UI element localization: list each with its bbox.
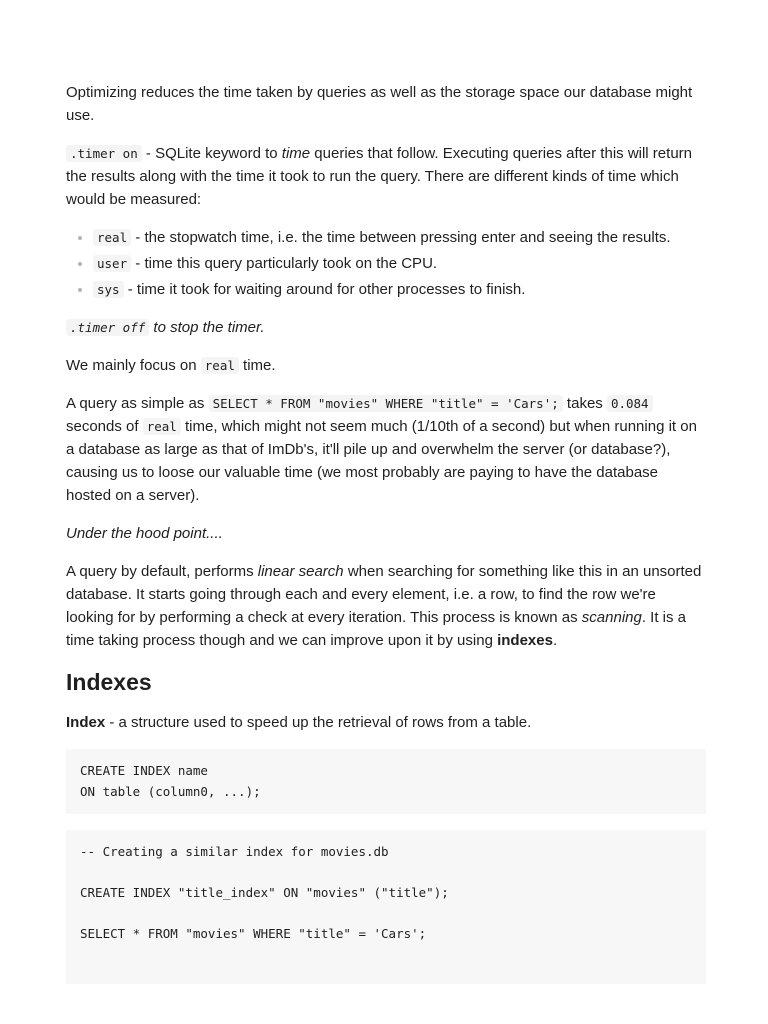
query-paragraph: A query as simple as SELECT * FROM "movies" WHERE "title" = 'Cars'; takes 0.084 seconds of real time, which might not seem much (1/10th of a second) but when running it on a database as large as that of ImDb's, it'll pile up and overwhelm the server (or database?), causing us to loose our valuable time (we most probably are paying to have the database hosted on a server). <box>66 395 697 504</box>
linear-search-paragraph: A query by default, performs linear search when searching for something like this in an unsorted database. It starts going through each and every element, i.e. a row, to find the row we're looking for by performing a check at every iteration. This process is known as scanning. It is a time taking process though and we can improve upon it by using indexes. <box>66 563 702 649</box>
inline-code: real <box>201 357 239 374</box>
intro-paragraph: Optimizing reduces the time taken by queries as well as the storage space our database might use. <box>66 84 693 124</box>
inline-code: user <box>93 255 131 272</box>
inline-code: sys <box>93 281 124 298</box>
timer-on-paragraph: .timer on - SQLite keyword to time queries that follow. Executing queries after this will return the results along with the time it took to run the query. There are different kinds of time which would be measured: <box>66 145 692 208</box>
timer-off-paragraph: .timer off to stop the timer. <box>66 316 706 339</box>
inline-code: 0.084 <box>607 395 653 412</box>
list-item: • real - the stopwatch time, i.e. the time between pressing enter and seeing the results. <box>93 226 706 249</box>
index-definition: Index - a structure used to speed up the retrieval of rows from a table. <box>66 714 532 731</box>
list-item: • sys - time it took for waiting around for other processes to finish. <box>93 278 706 301</box>
inline-code: SELECT * FROM "movies" WHERE "title" = 'Cars'; <box>209 395 563 412</box>
focus-paragraph: We mainly focus on real time. <box>66 357 276 374</box>
time-kinds-list <box>66 226 706 301</box>
inline-code: real <box>93 229 131 246</box>
inline-code: .timer on <box>66 145 142 162</box>
indexes-heading: Indexes <box>66 669 152 695</box>
hood-paragraph: Under the hood point.... <box>66 525 223 542</box>
list-item: • user - time this query particularly took on the CPU. <box>93 252 706 275</box>
article-content <box>66 81 706 1000</box>
inline-code: .timer off <box>66 319 149 336</box>
inline-code: real <box>143 418 181 435</box>
code-block-example[interactable]: -- Creating a similar index for movies.db CREATE INDEX "title_index" ON "movies" ("title"); SELECT * FROM "movies" WHERE "title" = 'Cars'; <box>66 830 706 984</box>
code-block-syntax[interactable]: CREATE INDEX name ON table (column0, ...); <box>66 749 706 814</box>
